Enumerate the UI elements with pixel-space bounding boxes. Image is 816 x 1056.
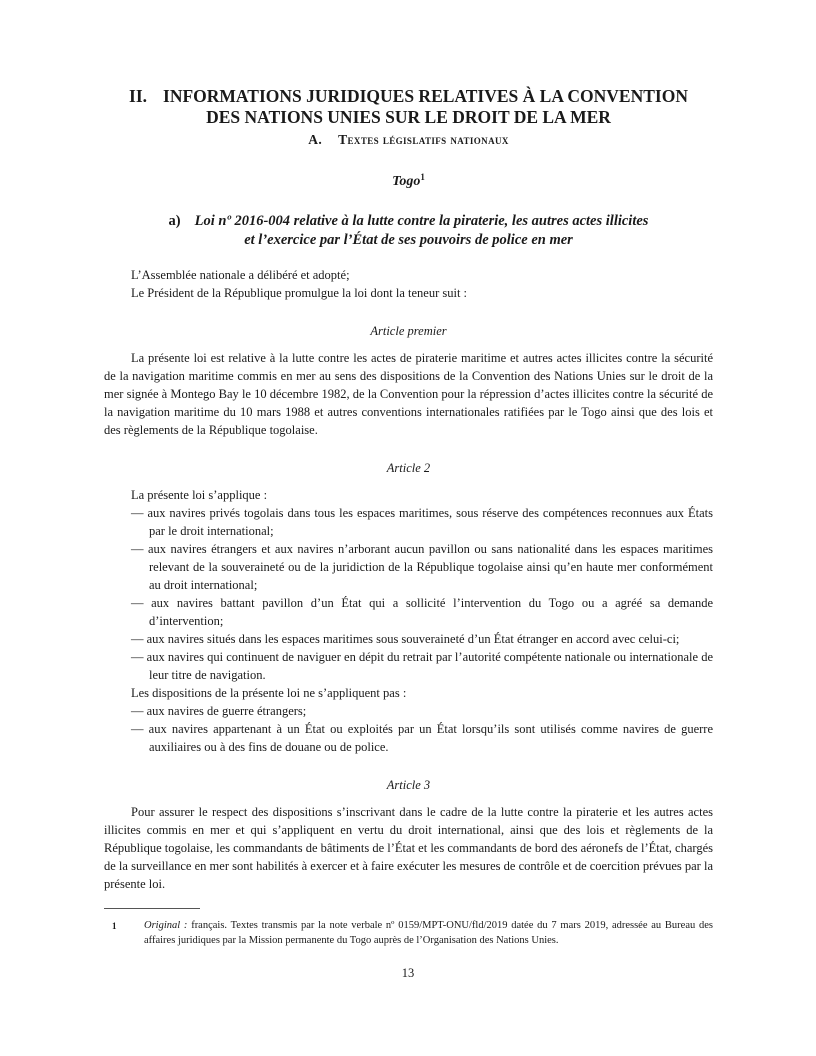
footnote-mark: 1 bbox=[112, 921, 117, 931]
footnote-separator bbox=[104, 908, 200, 909]
list-intro: La présente loi s’applique : bbox=[131, 488, 268, 502]
law-letter: a) bbox=[168, 213, 181, 229]
part-title-line2: DES NATIONS UNIES SUR LE DROIT DE LA MER bbox=[206, 107, 611, 127]
article-heading: Article 3 bbox=[386, 778, 431, 792]
page-number: 13 bbox=[401, 966, 415, 980]
document-page bbox=[104, 86, 713, 893]
article-2-body bbox=[104, 486, 713, 756]
list-item: — aux navires situés dans les espaces maritimes sous souveraineté d’un État étranger en accord avec celui-ci; bbox=[131, 632, 680, 646]
part-title-line1: INFORMATIONS JURIDIQUES RELATIVES À LA CONVENTION bbox=[163, 86, 688, 106]
section-title: Textes législatifs nationaux bbox=[338, 132, 509, 147]
footnote-text-block bbox=[128, 919, 713, 948]
article-text: Pour assurer le respect des dispositions s’inscrivant dans le cadre de la lutte contre la piraterie et les autres actes illicites commis en mer et qui s’appliquent en vertu du droit international, ainsi que des lois et règlements de la République togolaise, les commandants de bâtiments de l’État et les commandants de bord des aéronefs de l’État, chargés de la surveillance en mer sont habilités à exercer et à faire exécuter les mesures de contrôle et de coercition prévues par la présente loi. bbox=[104, 805, 713, 891]
footnote bbox=[112, 919, 713, 948]
list-item: — aux navires étrangers et aux navires n’arborant aucun pavillon ou sans nationalité dans les espaces maritimes relevant de la souveraineté ou de la juridiction de la République togolaise ainsi qu’en haute mer conformément au droit international; bbox=[131, 542, 713, 592]
section-letter: A. bbox=[308, 132, 323, 147]
law-title-line2: et l’exercice par l’État de ses pouvoirs de police en mer bbox=[244, 232, 573, 248]
footnote-reference[interactable]: 1 bbox=[420, 172, 425, 182]
part-heading bbox=[104, 86, 713, 128]
applies-list bbox=[104, 504, 713, 684]
list-item: — aux navires battant pavillon d’un État qui a sollicité l’intervention du Togo ou a agréé sa demande d’intervention; bbox=[131, 596, 713, 628]
preamble-line: L’Assemblée nationale a délibéré et adopté; bbox=[131, 268, 350, 282]
list-item: — aux navires qui continuent de naviguer en dépit du retrait par l’autorité compétente nationale ou internationale de leur titre de navigation. bbox=[131, 650, 713, 682]
footnote-label: Original : bbox=[144, 920, 188, 931]
part-number: II. bbox=[129, 86, 148, 106]
article-heading: Article 2 bbox=[386, 461, 431, 475]
section-heading bbox=[104, 132, 713, 148]
list-item: — aux navires de guerre étrangers; bbox=[131, 704, 307, 718]
article-text: La présente loi est relative à la lutte contre les actes de piraterie maritime et autres actes illicites contre la sécurité de la navigation maritime commis en mer au sens des dispositions de la Convention des Nations Unies sur le droit de la mer signée à Montego Bay le 10 décembre 1982, de la Convention pour la répression d’actes illicites contre la sécurité de la navigation maritime du 10 mars 1988 et autres conventions internationales ratifiées par le Togo ainsi que des lois et des règlements de la République togolaise. bbox=[104, 351, 713, 437]
preamble bbox=[104, 266, 713, 302]
law-title-line1: Loi nº 2016-004 relative à la lutte contre la piraterie, les autres actes illicites bbox=[194, 213, 649, 229]
article-heading: Article premier bbox=[370, 324, 447, 338]
country-name: Togo bbox=[392, 174, 421, 189]
country-heading bbox=[104, 172, 713, 190]
preamble-line: Le Président de la République promulgue la loi dont la teneur suit : bbox=[131, 286, 468, 300]
law-title bbox=[104, 212, 713, 250]
footnote-text: français. Textes transmis par la note verbale nº 0159/MPT-ONU/fld/2019 datée du 7 mars 2019, adressée au Bureau des affaires juridiques par la Mission permanente du Togo auprès de l’Organisation des Nations Unies. bbox=[144, 920, 713, 946]
list-intro: Les dispositions de la présente loi ne s’appliquent pas : bbox=[131, 686, 407, 700]
exclusions-list bbox=[104, 702, 713, 756]
list-item: — aux navires appartenant à un État ou exploités par un État lorsqu’ils sont utilisés comme navires de guerre auxiliaires ou à des fins de douane ou de police. bbox=[131, 722, 713, 754]
list-item: — aux navires privés togolais dans tous les espaces maritimes, sous réserve des compétences reconnues aux États par le droit international; bbox=[131, 506, 713, 538]
